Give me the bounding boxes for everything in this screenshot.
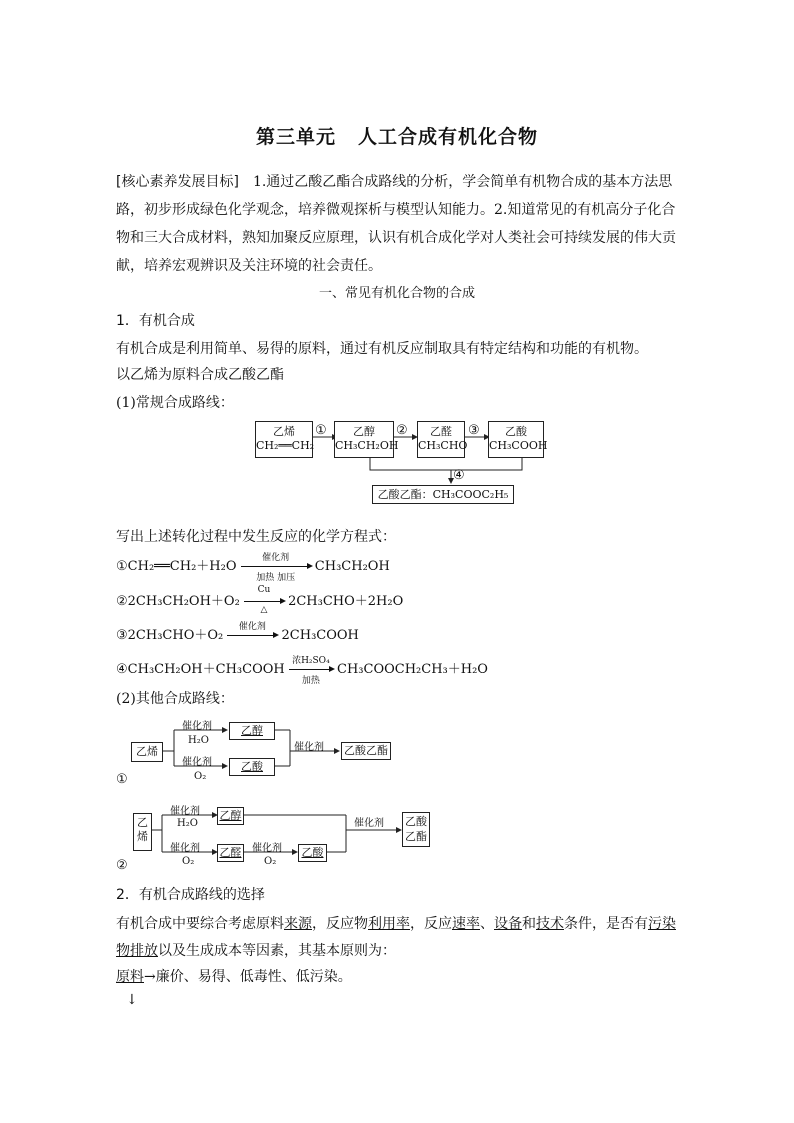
route2b-lower-cond1-1: 催化剂 — [170, 843, 200, 854]
equation-3-arrow: 催化剂 — [227, 627, 277, 645]
route1-node-acetaldehyde: 乙醛 CH₃CHO — [417, 421, 465, 458]
goal-head: [核心素养发展目标] — [116, 174, 239, 190]
route-choice-line-2: 物排放以及生成成本等因素，其基本原则为： — [116, 943, 396, 959]
route2b-lower-cond2-2: O₂ — [264, 856, 277, 867]
route2b-lower-cond1-2: O₂ — [182, 856, 195, 867]
write-equations-prompt: 写出上述转化过程中发生反应的化学方程式： — [116, 529, 396, 545]
goal-text: 1.通过乙酸乙酯合成路线的分析，学会简单有机物合成的基本方法思路，初步形成绿色化学观念，培养微观探析与模型认知能力。2.知道常见的有机高分子化合物和三大合成材料，熟知加聚反应原理，认识有机合成化学对人类社会可持续发展的伟大贡献，培养宏观辨识及关注环境的社会责任。 — [116, 174, 676, 274]
route2-label: (2)其他合成路线： — [116, 691, 234, 707]
route2a-lower-node: 乙酸 — [229, 758, 275, 776]
route2b-marker: ② — [116, 858, 128, 873]
subsection-1-title: 1．有机合成 — [116, 313, 195, 329]
route2a-lower-cond-1: 催化剂 — [182, 757, 212, 768]
route1-product: 乙酸乙酯：CH₃COOC₂H₅ — [372, 485, 514, 504]
route2b-lower-node-1: 乙醛 — [217, 844, 244, 862]
subsection-2-title: 2．有机合成路线的选择 — [116, 887, 265, 903]
route2b-merge-cond: 催化剂 — [354, 818, 384, 829]
equation-4: ④CH₃CH₂OH＋CH₃COOH 浓H₂SO₄ 加热 CH₃COOCH₂CH₃＋H₂O — [116, 655, 488, 686]
route2a-lower-cond-2: O₂ — [194, 771, 207, 782]
down-arrow-icon: ↓ — [126, 992, 138, 1008]
route1-step-4: ④ — [453, 468, 465, 483]
equation-4-arrow: 浓H₂SO₄ 加热 — [289, 661, 333, 679]
route2a-upper-node: 乙醇 — [229, 722, 275, 740]
principle-head: 原料 — [116, 969, 144, 985]
route1-step-2: ② — [396, 423, 408, 438]
route2a-product: 乙酸乙酯 — [341, 742, 391, 760]
route1-node-ethylene: 乙烯 CH₂══CH₂ — [255, 421, 313, 458]
definition-text: 有机合成是利用简单、易得的原料，通过有机反应制取具有特定结构和功能的有机物。 — [116, 341, 648, 357]
route1-step-1: ① — [315, 423, 327, 438]
route2b-upper-cond-2: H₂O — [177, 818, 198, 829]
route2b-upper-cond-1: 催化剂 — [170, 806, 200, 817]
route2a-start: 乙烯 — [131, 742, 163, 762]
route2a-merge-cond: 催化剂 — [294, 742, 324, 753]
route2b-lower-cond2-1: 催化剂 — [252, 843, 282, 854]
page-title: 第三单元 人工合成有机化合物 — [255, 126, 539, 148]
route2b-upper-node: 乙醇 — [217, 807, 244, 825]
equation-2-arrow: Cu △ — [244, 593, 284, 611]
equation-1-arrow: 催化剂 加热 加压 — [241, 558, 311, 576]
equation-1: ①CH₂══CH₂＋H₂O 催化剂 加热 加压 CH₃CH₂OH — [116, 552, 390, 583]
equation-3: ③2CH₃CHO＋O₂ 催化剂 2CH₃COOH — [116, 621, 359, 643]
route2a-upper-cond-2: H₂O — [188, 735, 209, 746]
route2a-marker: ① — [116, 772, 128, 787]
route2b-start: 乙烯 — [133, 813, 152, 851]
route1-step-3: ③ — [468, 423, 480, 438]
route-choice-line-1: 有机合成中要综合考虑原料来源，反应物利用率，反应速率、设备和技术条件，是否有污染 — [116, 916, 676, 932]
equation-2: ②2CH₃CH₂OH＋O₂ Cu △ 2CH₃CHO＋2H₂O — [116, 584, 404, 615]
route2b-product: 乙酸乙酯 — [402, 812, 430, 847]
route2b-lower-node-2: 乙酸 — [298, 844, 327, 862]
principle-line: 原料→廉价、易得、低毒性、低污染。 — [116, 969, 352, 985]
example-text: 以乙烯为原料合成乙酸乙酯 — [116, 367, 284, 383]
section-heading: 一、常见有机化合物的合成 — [318, 286, 475, 301]
route2a-upper-cond-1: 催化剂 — [182, 721, 212, 732]
route1-node-ethanol: 乙醇 CH₃CH₂OH — [334, 421, 394, 458]
route1-label: (1)常规合成路线： — [116, 395, 234, 411]
route1-node-acetic-acid: 乙酸 CH₃COOH — [488, 421, 544, 458]
